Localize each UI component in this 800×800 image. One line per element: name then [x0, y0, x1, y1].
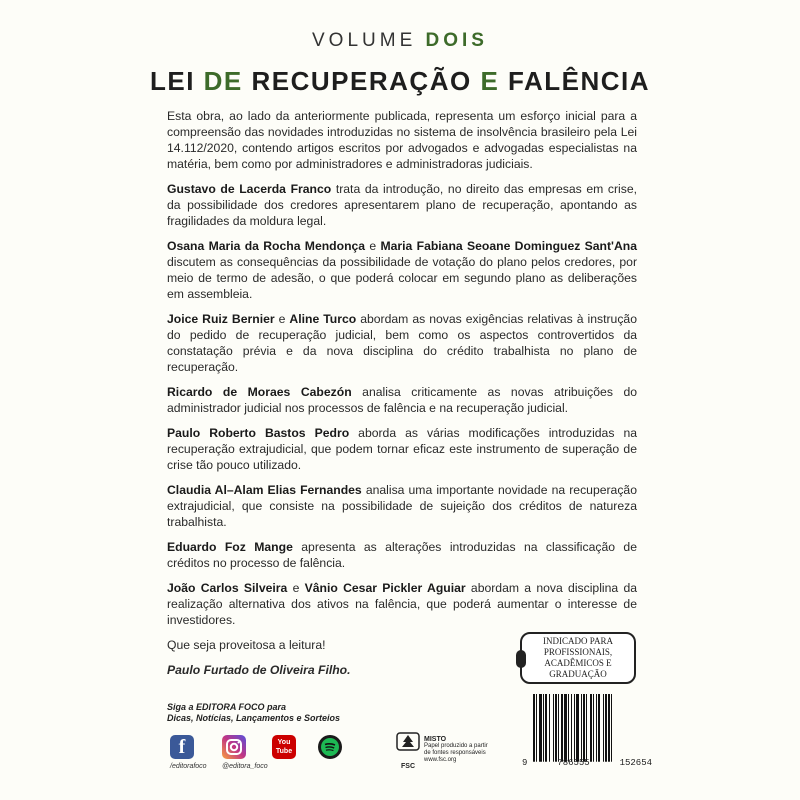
paragraph-4 [167, 384, 637, 416]
fsc-logo [396, 732, 420, 770]
barcode-bar [571, 694, 572, 762]
fsc-label [424, 736, 494, 764]
fsc-title: MISTO [424, 736, 447, 743]
barcode-number [522, 758, 652, 768]
barcode-bar [608, 694, 610, 762]
barcode-bar [564, 694, 567, 762]
facebook-handle: /editorafoco [170, 763, 207, 770]
author-name: Claudia Al–Alam Elias Fernandes [167, 483, 362, 497]
follow-caption [167, 702, 367, 724]
barcode-bar [558, 694, 559, 762]
instagram-link[interactable] [222, 735, 268, 770]
facebook-link[interactable] [170, 735, 207, 770]
paragraph-text: discutem as consequências da possibilidade de votação do plano pelos credores, por meio de termo de adesão, o que poderá colocar em segundo plano as deliberações em assembleia. [167, 255, 637, 301]
volume-number: DOIS [425, 30, 488, 51]
intro-paragraph: Esta obra, ao lado da anteriormente publicada, representa um esforço inicial para a compreensão das novidades introduzidas no sistema de insolvência brasileiro pela Lei 14.112/2020, contendo artigos escritos por advogados e advogadas especialistas na matéria, bem como por administradores e administradoras judiciais. [167, 109, 637, 171]
author-name: Ricardo de Moraes Cabezón [167, 385, 352, 399]
youtube-link[interactable] [272, 735, 296, 759]
instagram-icon[interactable] [222, 735, 246, 759]
barcode-bar [603, 694, 604, 762]
paragraph-text: abordam as novas exigências relativas à instrução do pedido de recuperação judicial, bem como os aspectos controvertidos da constatação prévia e da nova disciplina do crédito trabalhista no plano de recuperação. [167, 312, 637, 374]
badge-line: INDICADO PARA [543, 636, 613, 646]
title-word: LEI [149, 66, 195, 96]
barcode-bar [574, 694, 575, 762]
spotify-link[interactable] [318, 735, 342, 759]
paragraph-text: apresenta as alterações introduzidas na classificação de créditos no processo de falência. [167, 540, 637, 570]
barcode-bar [581, 694, 582, 762]
conjunction: e [365, 239, 381, 253]
fsc-description: Papel produzido a partir de fontes responsáveis [424, 743, 488, 756]
volume-label [0, 30, 800, 52]
spotify-glyph [318, 735, 342, 759]
barcode-bar [583, 694, 585, 762]
author-name: Osana Maria da Rocha Mendonça [167, 239, 366, 253]
paragraph-text: trata da introdução, no direito das empresas em crise, da possibilidade dos credores apresentarem plano de recuperação, apontando as fragilidades da moldura legal. [167, 182, 637, 228]
paragraph-6 [167, 482, 637, 530]
paragraph-7 [167, 539, 637, 571]
barcode-digit: 9 [522, 758, 528, 768]
paragraph-text: abordam a nova disciplina da realização alternativa dos ativos na falência, que poderá aumentar o interesse de investidores. [167, 581, 637, 627]
barcode-bar [605, 694, 607, 762]
barcode-bar [611, 694, 612, 762]
barcode-bar [555, 694, 557, 762]
author-name: Aline Turco [289, 312, 357, 326]
badge-line: GRADUAÇÃO [549, 669, 607, 679]
title-word: RECUPERAÇÃO [251, 66, 472, 96]
fsc-site: www.fsc.org [424, 757, 457, 763]
closing-line: Que seja proveitosa a leitura! [167, 638, 326, 652]
spotify-icon[interactable] [318, 735, 342, 759]
instagram-glyph [222, 735, 246, 759]
author-name: Vânio Cesar Pickler Aguiar [304, 581, 466, 595]
barcode-bar [598, 694, 600, 762]
barcode-bar [536, 694, 537, 762]
barcode-bar [553, 694, 554, 762]
title-word-accent: E [480, 66, 500, 96]
signature: Paulo Furtado de Oliveira Filho. [167, 663, 351, 677]
barcode-bar [549, 694, 550, 762]
barcode-bar [543, 694, 544, 762]
author-name: Maria Fabiana Seoane Dominguez Sant'Ana [380, 239, 637, 253]
barcode-digits-right: 152654 [619, 758, 652, 768]
barcode-bar [593, 694, 594, 762]
barcode-digits-left: 786555 [557, 758, 590, 768]
paragraph-text: analisa criticamente as novas atribuições do administrador judicial nos processos de falência e na recuperação judicial. [167, 385, 637, 415]
barcode-bar [596, 694, 597, 762]
follow-line: Dicas, Notícias, Lançamentos e Sorteios [167, 713, 341, 723]
barcode [531, 694, 641, 764]
author-name: João Carlos Silveira [167, 581, 288, 595]
badge-line: PROFISSIONAIS, [543, 647, 613, 657]
title-word-accent: DE [203, 66, 243, 96]
author-name: Joice Ruiz Bernier [167, 312, 275, 326]
conjunction: e [287, 581, 305, 595]
paragraph-2 [167, 238, 637, 302]
author-name: Gustavo de Lacerda Franco [167, 182, 332, 196]
title-word: FALÊNCIA [508, 66, 651, 96]
author-name: Eduardo Foz Mange [167, 540, 293, 554]
fsc-mark: FSC [401, 763, 415, 770]
barcode-bar [561, 694, 563, 762]
barcode-bar [586, 694, 587, 762]
author-name: Paulo Roberto Bastos Pedro [167, 426, 350, 440]
barcode-bar [533, 694, 535, 762]
volume-prefix: VOLUME [312, 30, 417, 51]
badge-line: ACADÊMICOS E [544, 658, 612, 668]
badge-tab [516, 650, 526, 668]
paragraph-text: analisa uma importante novidade na recuperação extrajudicial, que consiste na possibilidade de sujeição dos créditos de natureza trabalhista. [167, 483, 637, 529]
synopsis [167, 108, 637, 687]
audience-badge [520, 632, 636, 684]
instagram-handle: @editora_foco [222, 763, 268, 770]
paragraph-5 [167, 425, 637, 473]
fsc-tree-icon [396, 732, 420, 758]
follow-line: Siga a EDITORA FOCO para [167, 702, 287, 712]
barcode-bar [568, 694, 569, 762]
barcode-bar [545, 694, 547, 762]
facebook-icon[interactable]: f [170, 735, 194, 759]
barcode-bar [590, 694, 592, 762]
paragraph-text: aborda as várias modificações introduzidas na recuperação extrajudicial, que podem tornar eficaz este instrumento de superação de crise tão pouco utilizado. [167, 426, 637, 472]
paragraph-8 [167, 580, 637, 628]
conjunction: e [274, 312, 290, 326]
paragraph-1 [167, 181, 637, 229]
book-title [0, 66, 800, 97]
paragraph-3 [167, 311, 637, 375]
youtube-icon[interactable]: You Tube [272, 735, 296, 759]
barcode-bar [539, 694, 542, 762]
barcode-bar [576, 694, 579, 762]
